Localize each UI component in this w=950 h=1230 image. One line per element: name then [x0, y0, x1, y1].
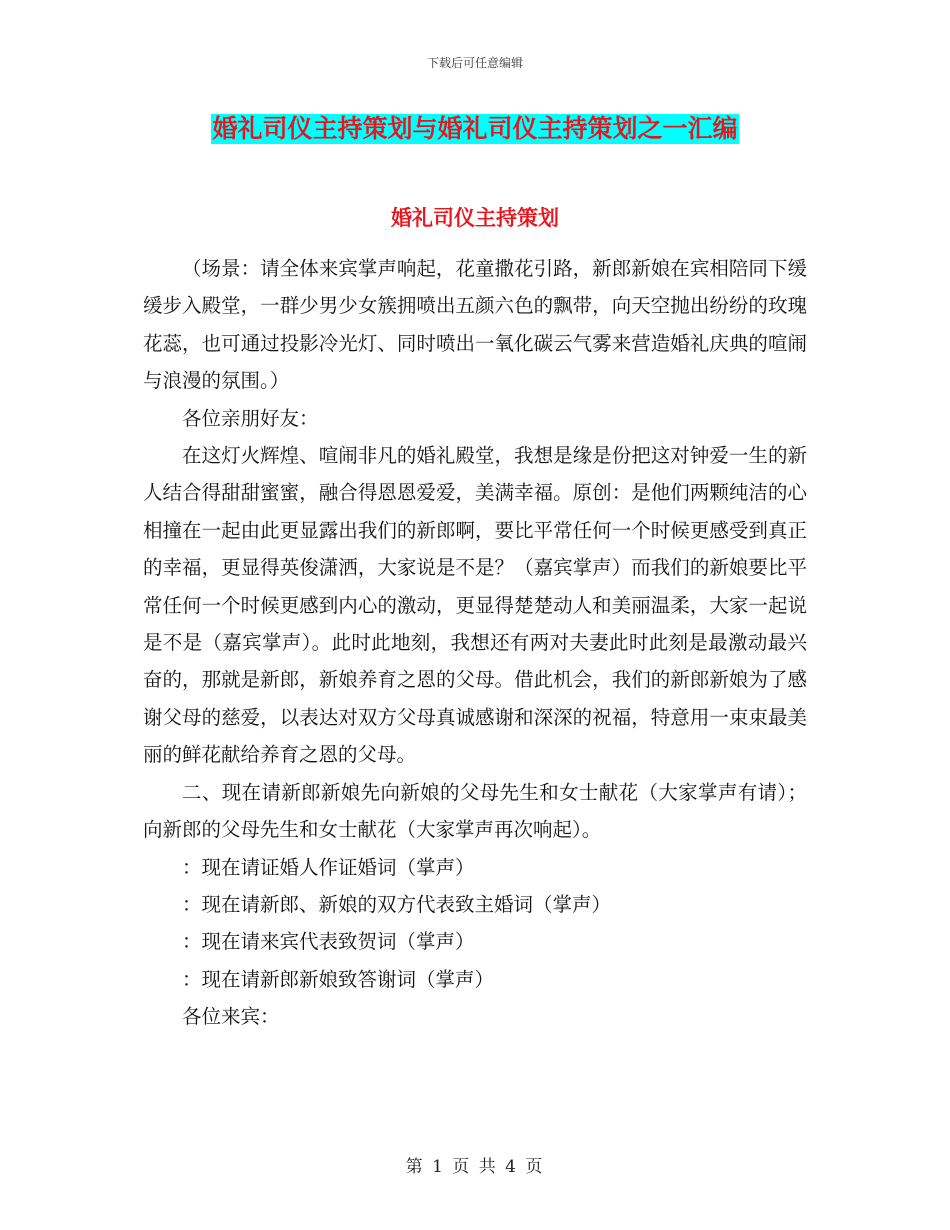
main-title-wrap [0, 114, 950, 144]
paragraph-guest-speech: ：现在请来宾代表致贺词（掌声） [182, 930, 475, 954]
paragraph-thanks-speech: ：现在请新郎新娘致答谢词（掌声） [182, 967, 495, 991]
paragraph-witness-speech: ：现在请证婚人作证婚词（掌声） [182, 855, 475, 879]
paragraph-greeting: 各位亲朋好友： [182, 406, 319, 430]
header-note: 下载后可任意编辑 [426, 56, 523, 70]
body-text [143, 250, 807, 1036]
paragraph-flower-offering: 二、现在请新郎新娘先向新娘的父母先生和女士献花（大家掌声有请）；向新郎的父母先生和女士献花（大家掌声再次响起）。 [143, 780, 807, 842]
main-title: 婚礼司仪主持策划与婚礼司仪主持策划之一汇编 [212, 114, 738, 143]
paragraph-host-speech: ：现在请新郎、新娘的双方代表致主婚词（掌声） [182, 892, 612, 916]
paragraph-main-speech: 在这灯火辉煌、喧闹非凡的婚礼殿堂，我想是缘是份把这对钟爱一生的新人结合得甜甜蜜蜜，融合得恩恩爱爱，美满幸福。原创：是他们两颗纯洁的心相撞在一起由此更显露出我们的新郎啊，要比平常任何一个时候更感受到真正的幸福，更显得英俊潇洒，大家说是不是？（嘉宾掌声）而我们的新娘要比平常任何一个时候更感到内心的激动，更显得楚楚动人和美丽温柔，大家一起说是不是（嘉宾掌声）。此时此地刻，我想还有两对夫妻此时此刻是最激动最兴奋的，那就是新郎，新娘养育之恩的父母。借此机会，我们的新郎新娘为了感谢父母的慈爱，以表达对双方父母真诚感谢和深深的祝福，特意用一束束最美丽的鲜花献给养育之恩的父母。 [143, 444, 807, 767]
paragraph-closing-greeting: 各位来宾： [182, 1005, 280, 1029]
page-footer: 第 1 页 共 4 页 [405, 1157, 545, 1177]
section-title: 婚礼司仪主持策划 [391, 206, 559, 230]
paragraph-scene: （场景：请全体来宾掌声响起，花童撒花引路，新郎新娘在宾相陪同下缓缓步入殿堂，一群少男少女簇拥喷出五颜六色的飘带，向天空抛出纷纷的玫瑰花蕊，也可通过投影冷光灯、同时喷出一氧化碳云气雾来营造婚礼庆典的喧闹与浪漫的氛围。） [143, 257, 807, 393]
